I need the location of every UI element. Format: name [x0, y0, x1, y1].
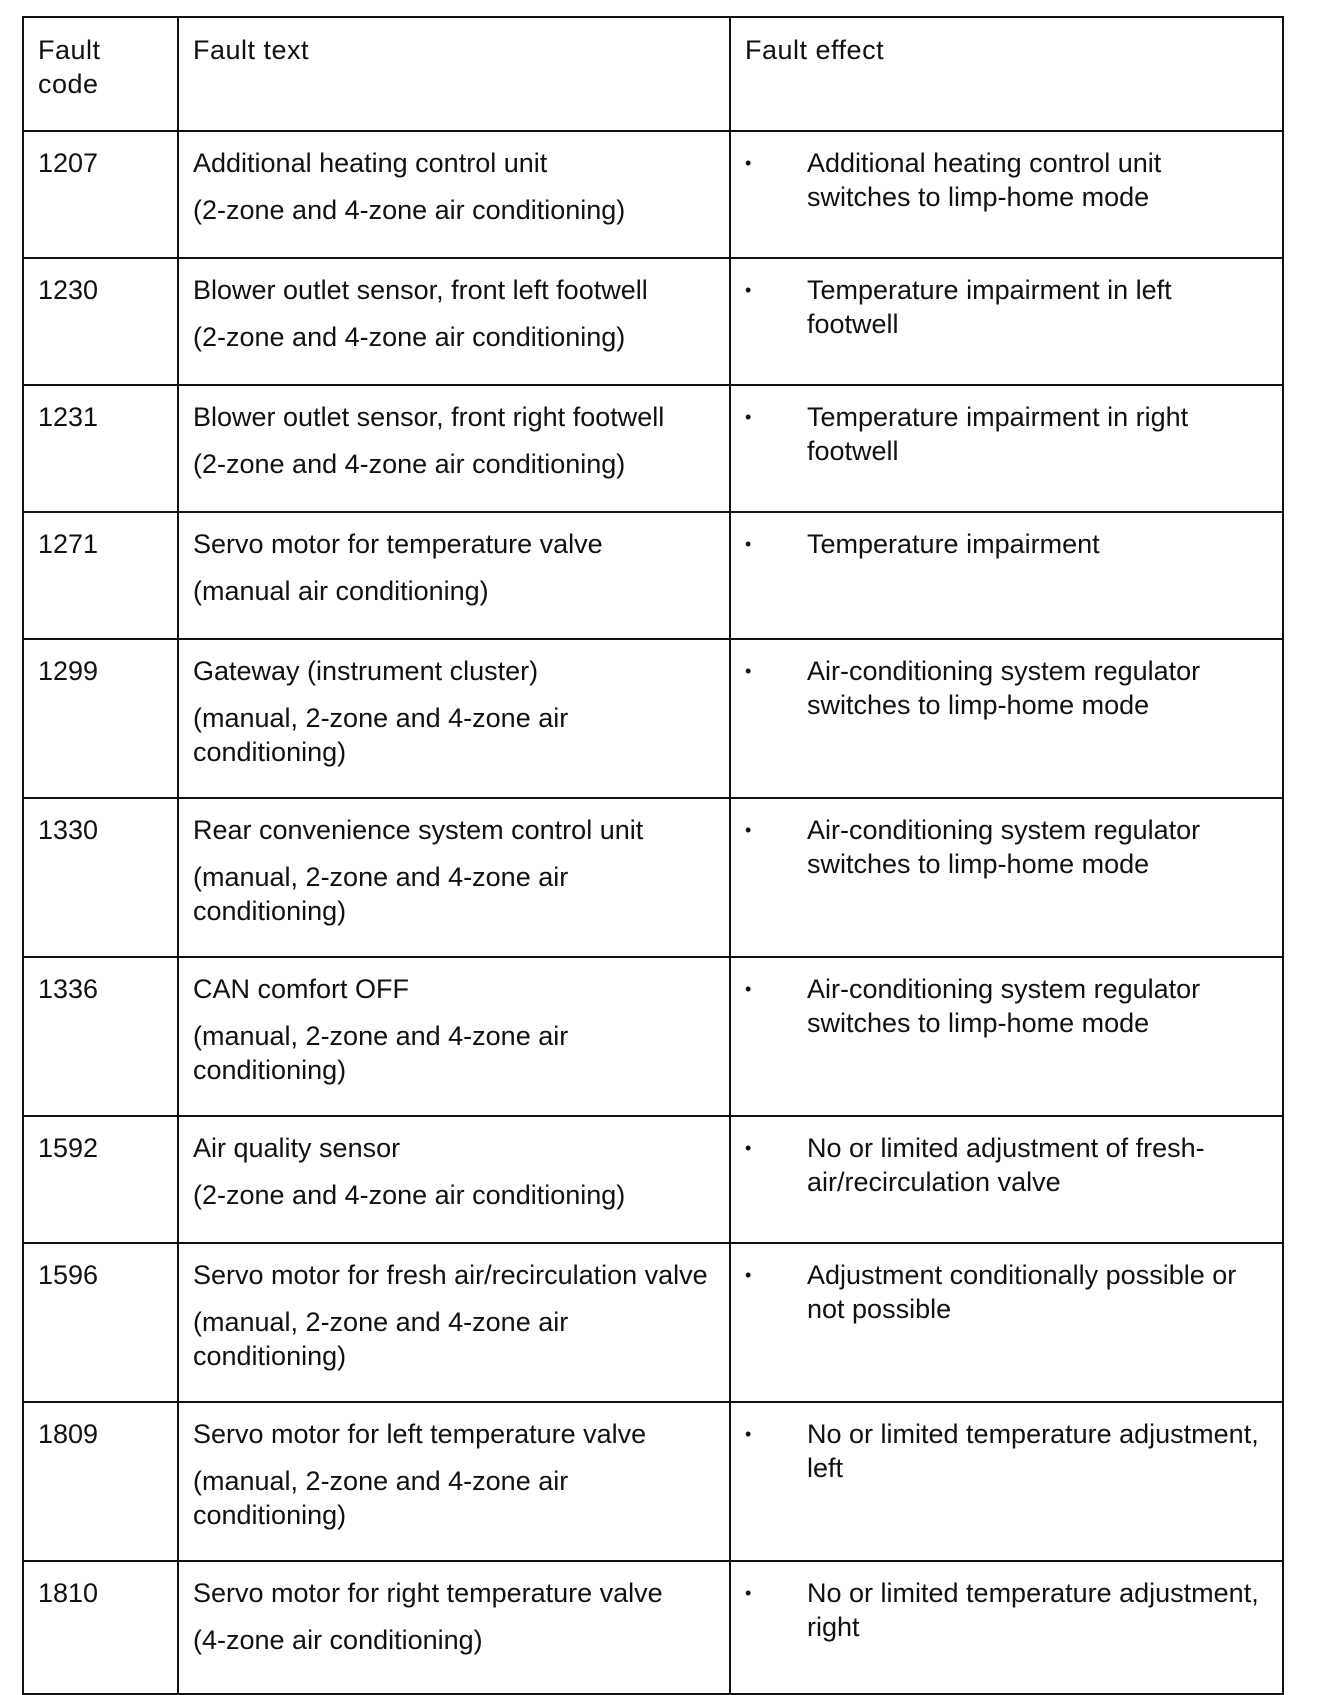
bullet-icon: •: [745, 661, 752, 681]
fault-text-cell: [178, 258, 730, 385]
fault-effect-text: Temperature impairment in right footwell: [807, 402, 1189, 466]
fault-code-cell: 1271: [23, 512, 178, 639]
fault-scope: (manual, 2-zone and 4-zone air conditioning): [193, 703, 569, 767]
fault-effect-item: [745, 273, 1274, 341]
fault-effect-text: Additional heating control unit switches to limp-home mode: [807, 148, 1162, 212]
table-header: [23, 17, 1283, 131]
fault-scope: (2-zone and 4-zone air conditioning): [193, 1180, 626, 1210]
fault-text-cell: [178, 1561, 730, 1694]
fault-text: Servo motor for left temperature valve: [193, 1419, 647, 1449]
header-fault-effect: Fault effect: [730, 17, 1283, 131]
fault-text: Air quality sensor: [193, 1133, 401, 1163]
fault-text: Additional heating control unit: [193, 148, 548, 178]
table-body: [23, 131, 1283, 1694]
fault-code-cell: 1231: [23, 385, 178, 512]
fault-effect-item: [745, 1576, 1274, 1644]
fault-effect-text: Air-conditioning system regulator switches to limp-home mode: [807, 974, 1201, 1038]
fault-text-cell: [178, 1402, 730, 1561]
fault-text: Blower outlet sensor, front left footwell: [193, 275, 648, 305]
fault-code-cell: 1810: [23, 1561, 178, 1694]
fault-effect-item: [745, 972, 1274, 1040]
fault-effect-text: Air-conditioning system regulator switches to limp-home mode: [807, 656, 1201, 720]
fault-effect-text: No or limited temperature adjustment, left: [807, 1419, 1259, 1483]
fault-scope: (manual air conditioning): [193, 576, 489, 606]
fault-text: Servo motor for right temperature valve: [193, 1578, 663, 1608]
fault-code-cell: 1230: [23, 258, 178, 385]
bullet-icon: •: [745, 280, 752, 300]
fault-text-cell: [178, 131, 730, 258]
bullet-icon: •: [745, 1424, 752, 1444]
fault-effect-item: [745, 527, 1274, 561]
fault-scope: (2-zone and 4-zone air conditioning): [193, 322, 626, 352]
bullet-icon: •: [745, 153, 752, 173]
fault-text-cell: [178, 385, 730, 512]
fault-effect-cell: [730, 1243, 1283, 1402]
fault-text: Rear convenience system control unit: [193, 815, 644, 845]
table-row: [23, 639, 1283, 798]
table-row: [23, 798, 1283, 957]
bullet-icon: •: [745, 1583, 752, 1603]
header-fault-text: Fault text: [178, 17, 730, 131]
fault-effect-cell: [730, 798, 1283, 957]
fault-scope: (manual, 2-zone and 4-zone air conditioning): [193, 1466, 569, 1530]
fault-effect-text: Temperature impairment in left footwell: [807, 275, 1172, 339]
fault-effect-text: Adjustment conditionally possible or not possible: [807, 1260, 1237, 1324]
table-row: [23, 258, 1283, 385]
fault-effect-cell: [730, 258, 1283, 385]
fault-scope: (manual, 2-zone and 4-zone air conditioning): [193, 1307, 569, 1371]
table-row: [23, 131, 1283, 258]
fault-text: Servo motor for temperature valve: [193, 529, 603, 559]
fault-code-cell: 1299: [23, 639, 178, 798]
table-row: [23, 957, 1283, 1116]
fault-effect-cell: [730, 1116, 1283, 1243]
fault-effect-text: No or limited adjustment of fresh-air/recirculation valve: [807, 1133, 1205, 1197]
fault-code-table: [22, 16, 1284, 1695]
fault-effect-item: [745, 654, 1274, 722]
fault-text: Gateway (instrument cluster): [193, 656, 539, 686]
fault-text-cell: [178, 512, 730, 639]
fault-text-cell: [178, 957, 730, 1116]
fault-scope: (manual, 2-zone and 4-zone air conditioning): [193, 1021, 569, 1085]
fault-text-cell: [178, 639, 730, 798]
fault-effect-item: [745, 400, 1274, 468]
fault-code-cell: 1596: [23, 1243, 178, 1402]
fault-effect-item: [745, 1131, 1274, 1199]
fault-effect-cell: [730, 957, 1283, 1116]
table-row: [23, 1116, 1283, 1243]
fault-effect-item: [745, 1258, 1274, 1326]
fault-effect-cell: [730, 639, 1283, 798]
bullet-icon: •: [745, 407, 752, 427]
fault-code-cell: 1330: [23, 798, 178, 957]
fault-text-cell: [178, 798, 730, 957]
fault-code-cell: 1207: [23, 131, 178, 258]
bullet-icon: •: [745, 979, 752, 999]
fault-effect-text: Temperature impairment: [807, 529, 1100, 559]
fault-scope: (2-zone and 4-zone air conditioning): [193, 449, 626, 479]
fault-text-cell: [178, 1116, 730, 1243]
table-row: [23, 512, 1283, 639]
fault-text: CAN comfort OFF: [193, 974, 410, 1004]
fault-code-cell: 1592: [23, 1116, 178, 1243]
fault-effect-item: [745, 1417, 1274, 1485]
bullet-icon: •: [745, 820, 752, 840]
fault-code-cell: 1336: [23, 957, 178, 1116]
table-row: [23, 1561, 1283, 1694]
fault-effect-cell: [730, 512, 1283, 639]
table-row: [23, 385, 1283, 512]
fault-code-cell: 1809: [23, 1402, 178, 1561]
header-row: [23, 17, 1283, 131]
fault-text-cell: [178, 1243, 730, 1402]
bullet-icon: •: [745, 1265, 752, 1285]
fault-effect-cell: [730, 385, 1283, 512]
fault-effect-cell: [730, 131, 1283, 258]
fault-effect-text: No or limited temperature adjustment, right: [807, 1578, 1259, 1642]
fault-effect-cell: [730, 1561, 1283, 1694]
fault-text: Servo motor for fresh air/recirculation valve: [193, 1260, 708, 1290]
fault-scope: (manual, 2-zone and 4-zone air conditioning): [193, 862, 569, 926]
fault-scope: (4-zone air conditioning): [193, 1625, 483, 1655]
header-fault-code: Fault code: [23, 17, 178, 131]
table-row: [23, 1243, 1283, 1402]
bullet-icon: •: [745, 534, 752, 554]
fault-effect-text: Air-conditioning system regulator switches to limp-home mode: [807, 815, 1201, 879]
bullet-icon: •: [745, 1138, 752, 1158]
table-row: [23, 1402, 1283, 1561]
fault-scope: (2-zone and 4-zone air conditioning): [193, 195, 626, 225]
fault-effect-item: [745, 146, 1274, 214]
fault-text: Blower outlet sensor, front right footwell: [193, 402, 665, 432]
fault-effect-cell: [730, 1402, 1283, 1561]
fault-effect-item: [745, 813, 1274, 881]
